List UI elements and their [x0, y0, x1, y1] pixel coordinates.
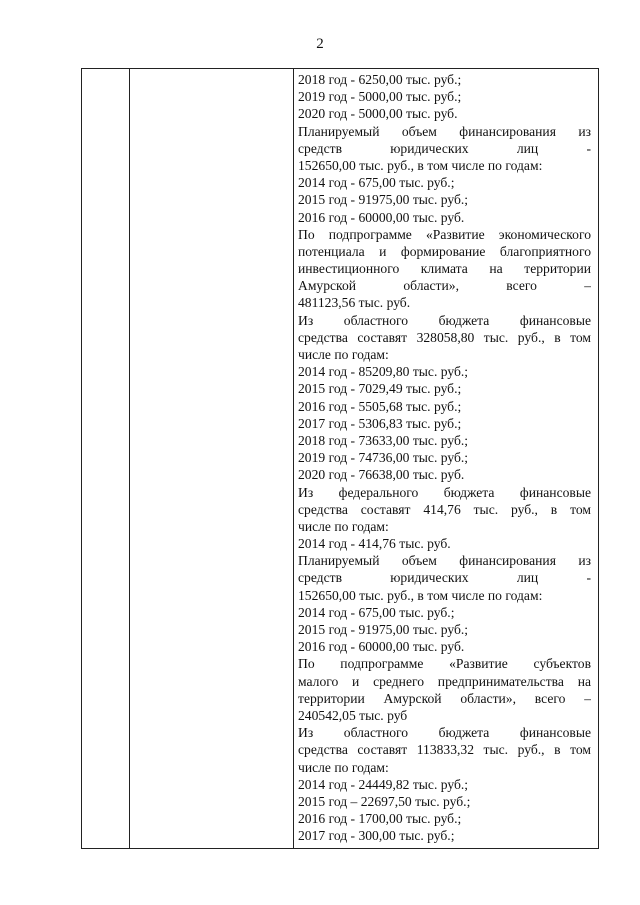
text-line: числе по годам:: [298, 347, 389, 362]
text-line: 152650,00 тыс. руб., в том числе по годам:: [298, 587, 543, 603]
text-line: 2018 год - 73633,00 тыс. руб.;: [298, 432, 469, 448]
column-divider-2: [293, 69, 294, 848]
text-line: числе по годам:: [298, 759, 389, 775]
text-line: числе по годам:: [298, 518, 389, 534]
text-line: 152650,00 тыс. руб., в том числе по годам:: [298, 157, 543, 173]
text-line: Амурской области», всего –: [298, 278, 591, 294]
text-line: 2014 год - 85209,80 тыс. руб.;: [298, 364, 469, 380]
text-line: 2016 год - 1700,00 тыс. руб.;: [298, 811, 462, 827]
text-line: 2020 год - 76638,00 тыс. руб.: [298, 467, 465, 483]
text-line: 2020 год - 5000,00 тыс. руб.: [298, 106, 458, 122]
text-line: 2019 год - 5000,00 тыс. руб.;: [298, 89, 462, 105]
financing-table: [81, 68, 599, 849]
text-line: 240542,05 тыс. руб: [298, 707, 408, 723]
text-line: По подпрограмме «Развитие экономического: [298, 226, 591, 242]
financing-text-cell: [298, 71, 591, 844]
text-line: инвестиционного климата на территории: [298, 261, 591, 277]
column-divider-1: [129, 69, 130, 848]
text-line: потенциала и формирование благоприятного: [298, 243, 591, 259]
text-line: 2014 год - 675,00 тыс. руб.;: [298, 604, 455, 620]
text-line: 2019 год - 74736,00 тыс. руб.;: [298, 450, 469, 466]
text-line: Из федерального бюджета финансовые: [298, 484, 591, 500]
page-number: 2: [316, 36, 324, 52]
text-line: 2016 год - 60000,00 тыс. руб.: [298, 209, 465, 225]
text-line: малого и среднего предпринимательства на: [298, 673, 591, 689]
text-line: 481123,56 тыс. руб.: [298, 295, 411, 311]
text-line: 2015 год - 91975,00 тыс. руб.;: [298, 622, 469, 637]
text-line: 2015 год - 91975,00 тыс. руб.;: [298, 192, 469, 208]
text-line: Из областного бюджета финансовые: [298, 725, 591, 741]
text-line: 2015 год - 7029,49 тыс. руб.;: [298, 381, 462, 397]
text-line: средства составят 414,76 тыс. руб., в том: [298, 501, 591, 517]
text-line: 2014 год - 675,00 тыс. руб.;: [298, 175, 455, 191]
text-line: 2017 год - 5306,83 тыс. руб.;: [298, 415, 462, 431]
text-line: 2015 год – 22697,50 тыс. руб.;: [298, 793, 471, 809]
text-line: Планируемый объем финансирования из: [298, 553, 591, 569]
text-line: 2016 год - 60000,00 тыс. руб.: [298, 639, 465, 655]
text-line: По подпрограмме «Развитие субъектов: [298, 656, 591, 672]
text-line: средства составят 113833,32 тыс. руб., в том: [298, 742, 591, 758]
text-line: 2018 год - 6250,00 тыс. руб.;: [298, 72, 462, 87]
text-line: 2014 год - 414,76 тыс. руб.: [298, 536, 451, 552]
text-line: 2017 год - 300,00 тыс. руб.;: [298, 828, 455, 844]
text-line: территории Амурской области», всего –: [298, 690, 591, 706]
text-line: Планируемый объем финансирования из: [298, 123, 591, 139]
text-line: средств юридических лиц -: [298, 570, 591, 586]
text-line: средств юридических лиц -: [298, 140, 591, 156]
text-line: средства составят 328058,80 тыс. руб., в том: [298, 329, 591, 345]
text-line: Из областного бюджета финансовые: [298, 312, 591, 328]
text-line: 2016 год - 5505,68 тыс. руб.;: [298, 398, 462, 414]
text-line: 2014 год - 24449,82 тыс. руб.;: [298, 776, 469, 792]
